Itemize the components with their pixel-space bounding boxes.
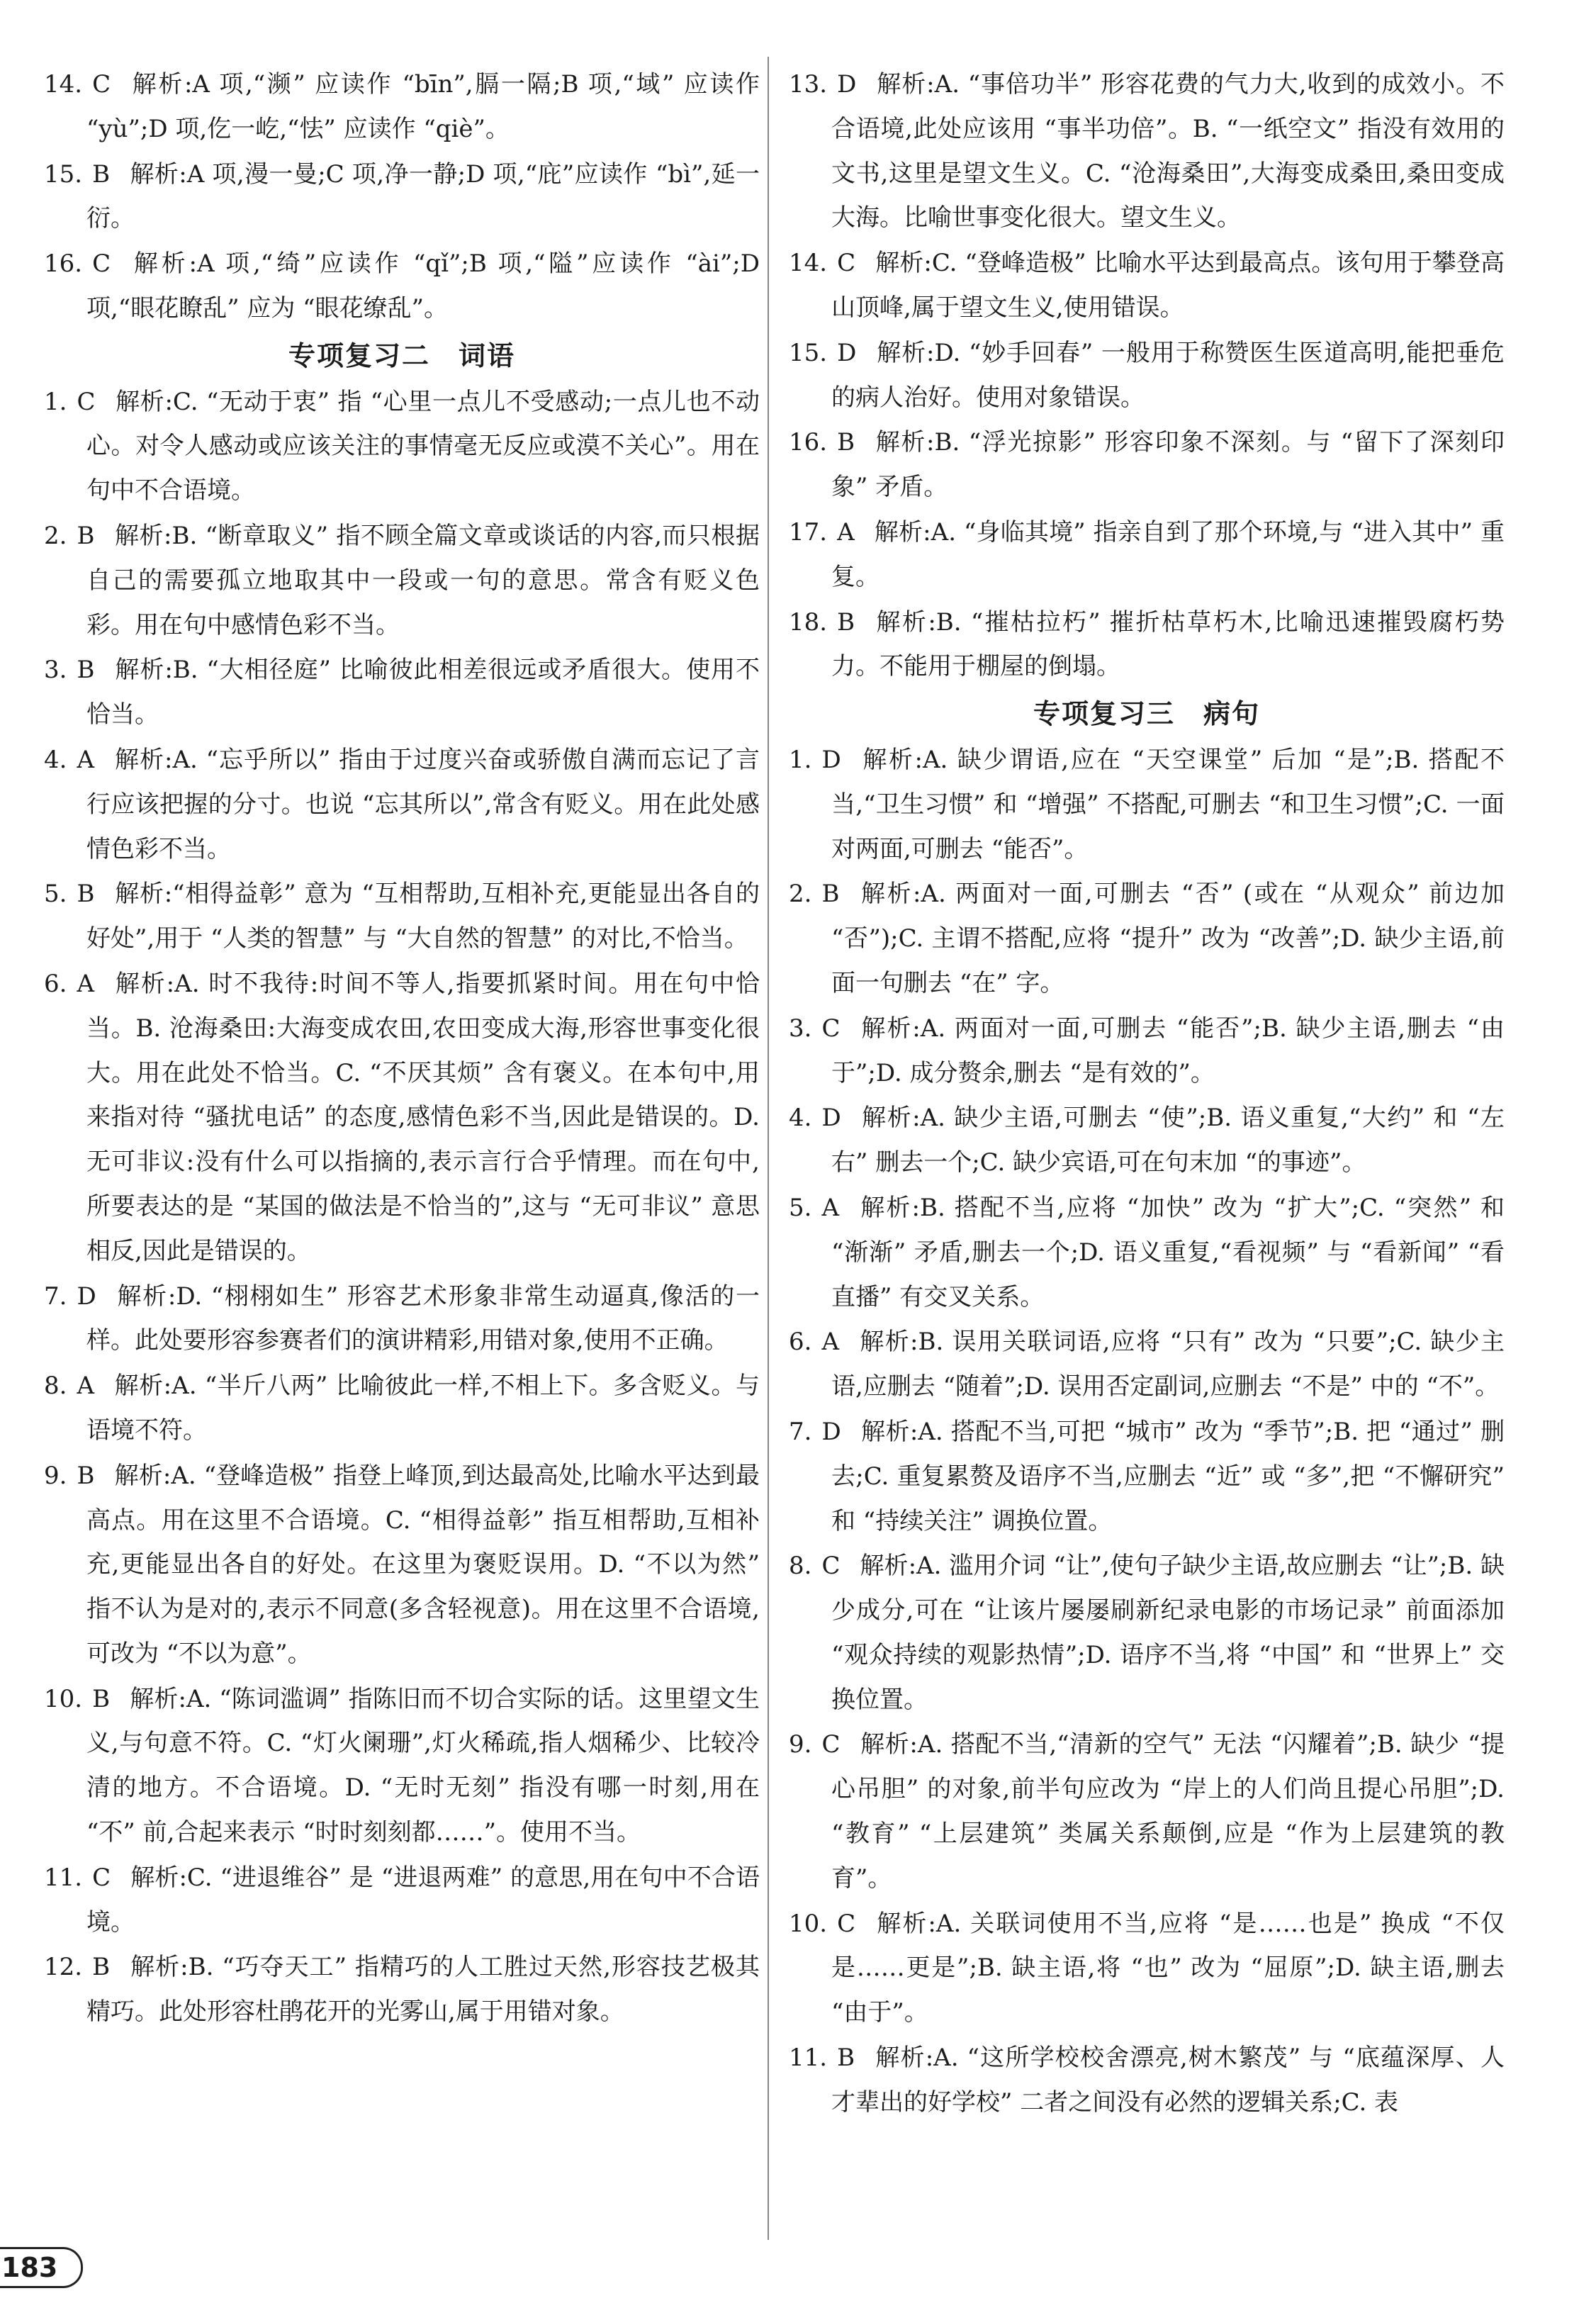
answer-item — [44, 1856, 760, 1945]
answer-item — [789, 600, 1505, 690]
answer-item — [789, 1722, 1505, 1900]
answer-item — [44, 242, 760, 331]
item-number: 9. — [44, 1461, 67, 1490]
item-number: 9. — [789, 1730, 812, 1759]
analysis-text: C. “无动于衷” 指 “心里一点儿不受感动;一点儿也不动心。对令人感动或应该关注的事情毫无反应或漠不关心”。用在句中不合语境。 — [86, 387, 760, 505]
answer-letter: D — [837, 70, 857, 99]
item-number: 1. — [789, 745, 812, 774]
analysis-text: A. “半斤八两” 比喻彼此一样,不相上下。多含贬义。与语境不符。 — [86, 1372, 760, 1445]
answer-letter: D — [77, 1282, 96, 1311]
analysis-label: 解析: — [130, 1953, 189, 1982]
item-number: 5. — [44, 880, 67, 909]
analysis-label: 解析: — [114, 521, 172, 550]
item-number: 3. — [44, 656, 67, 685]
analysis-label: 解析: — [875, 2044, 934, 2073]
answer-item — [44, 1454, 760, 1676]
answer-letter: A — [837, 517, 855, 547]
analysis-text: A. “忘乎所以” 指由于过度兴奋或骄傲自满而忘记了言行应该把握的分寸。也说 “忘其所以”,常含有贬义。用在此处感情色彩不当。 — [86, 745, 760, 863]
answer-letter: B — [92, 1684, 111, 1713]
answer-letter: D — [821, 1104, 841, 1133]
answer-item — [789, 420, 1505, 510]
analysis-label: 解析: — [874, 517, 931, 547]
analysis-label: 解析: — [860, 1552, 917, 1581]
answer-item — [44, 1274, 760, 1364]
analysis-label: 解析: — [114, 969, 175, 998]
analysis-label: 解析: — [130, 159, 187, 189]
item-number: 18. — [789, 607, 828, 637]
analysis-text: A. 搭配不当,可把 “城市” 改为 “季节”;B. 把 “通过” 删去;C. 重复累赘及语序不当,应删去 “近” 或 “多”,把 “不懈研究” 和 “持续关注” 调换位置。 — [831, 1417, 1505, 1535]
answer-item — [789, 510, 1505, 600]
item-number: 14. — [44, 70, 83, 99]
item-number: 13. — [789, 70, 828, 99]
analysis-label: 解析: — [859, 1193, 920, 1222]
answer-letter: A — [77, 969, 95, 998]
answer-item — [44, 514, 760, 647]
answer-letter: B — [837, 428, 855, 457]
analysis-label: 解析: — [876, 70, 935, 99]
item-number: 4. — [44, 745, 67, 774]
answer-letter: A — [77, 745, 95, 774]
answer-item — [44, 62, 760, 152]
analysis-label: 解析: — [875, 249, 932, 278]
answer-letter: B — [837, 607, 855, 637]
answer-letter: A — [821, 1328, 840, 1357]
answer-item — [44, 872, 760, 961]
analysis-text: A. 搭配不当,“清新的空气” 无法 “闪耀着”;B. 缺少 “提心吊胆” 的对象,前半句应改为 “岸上的人们尚且提心吊胆”;D. “教育” “上层建筑” 类属关系颠倒,应是 “作为上层建筑的教育”。 — [831, 1730, 1505, 1893]
item-number: 4. — [789, 1104, 812, 1133]
analysis-text: A. “登峰造极” 指登上峰顶,到达最高处,比喻水平达到最高点。用在这里不合语境。C. “相得益彰” 指互相帮助,互相补充,更能显出各自的好处。在这里为褒贬误用。D. “不以为然” 指不认为是对的,表示不同意(多含轻视意)。用在这里不合语境,可改为 “不以为意”。 — [86, 1461, 760, 1668]
analysis-label: 解析: — [114, 1461, 172, 1490]
analysis-text: “相得益彰” 意为 “互相帮助,互相补充,更能显出各自的好处”,用于 “人类的智慧” 与 “大自然的智慧” 的对比,不恰当。 — [86, 880, 760, 953]
analysis-label: 解析: — [875, 607, 936, 637]
item-number: 7. — [789, 1417, 812, 1446]
analysis-text: D. “妙手回春” 一般用于称赞医生医道高明,能把垂危的病人治好。使用对象错误。 — [831, 338, 1505, 412]
analysis-text: A. 滥用介词 “让”,使句子缺少主语,故应删去 “让”;B. 缺少成分,可在 “让该片屡屡刷新纪录电影的市场记录” 前面添加 “观众持续的观影热情”;D. 语序不当,将 “中国” 和 “世界上” 交换位置。 — [831, 1552, 1505, 1714]
analysis-text: A. 两面对一面,可删去 “否” (或在 “从观众” 前边加 “否”);C. 主谓不搭配,应将 “提升” 改为 “改善”;D. 缺少主语,前面一句删去 “在” 字。 — [831, 880, 1505, 997]
analysis-label: 解析: — [875, 1909, 936, 1938]
item-number: 12. — [44, 1953, 83, 1982]
item-number: 2. — [44, 521, 67, 550]
analysis-text: D. “栩栩如生” 形容艺术形象非常生动逼真,像活的一样。此处要形容参赛者们的演讲精彩,用错对象,使用不正确。 — [86, 1282, 760, 1355]
answer-letter: B — [77, 880, 95, 909]
item-number: 10. — [789, 1909, 828, 1938]
answer-item — [789, 1410, 1505, 1543]
page-number: 183 — [0, 2247, 83, 2288]
analysis-label: 解析: — [876, 338, 935, 367]
item-number: 1. — [44, 387, 67, 416]
analysis-text: B. “大相径庭” 比喻彼此相差很远或矛盾很大。使用不恰当。 — [86, 656, 760, 729]
analysis-text: B. “断章取义” 指不顾全篇文章或谈话的内容,而只根据自己的需要孤立地取其中一段或一句的意思。常含有贬义色彩。用在句中感情色彩不当。 — [86, 521, 760, 639]
analysis-label: 解析: — [116, 1282, 176, 1311]
analysis-text: B. “浮光掠影” 形容印象不深刻。与 “留下了深刻印象” 矛盾。 — [831, 428, 1505, 502]
answer-item — [789, 872, 1505, 1005]
analysis-text: A 项,“绮”应读作 “qǐ”;B 项,“隘”应读作 “ài”;D 项,“眼花瞭乱” 应为 “眼花缭乱”。 — [86, 250, 760, 323]
analysis-label: 解析: — [859, 1328, 918, 1357]
analysis-label: 解析: — [875, 428, 935, 457]
answer-item — [44, 962, 760, 1274]
analysis-text: C. “登峰造极” 比喻水平达到最高点。该句用于攀登高山顶峰,属于望文生义,使用错误。 — [831, 249, 1505, 322]
answer-item — [789, 62, 1505, 240]
item-number: 8. — [44, 1372, 67, 1401]
analysis-text: B. “巧夺天工” 指精巧的人工胜过天然,形容技艺极其精巧。此处形容杜鹃花开的光雾山,属于用错对象。 — [86, 1953, 760, 2027]
item-number: 6. — [44, 969, 67, 998]
analysis-text: A. 缺少主语,可删去 “使”;B. 语义重复,“大约” 和 “左右” 删去一个;C. 缺少宾语,可在句末加 “的事迹”。 — [831, 1104, 1505, 1177]
analysis-text: C. “进退维谷” 是 “进退两难” 的意思,用在句中不合语境。 — [86, 1863, 760, 1937]
item-number: 5. — [789, 1193, 812, 1222]
answer-item — [789, 738, 1505, 871]
answer-letter: C — [837, 1909, 856, 1938]
item-number: 16. — [789, 428, 828, 457]
answer-letter: A — [77, 1372, 95, 1401]
answer-item — [789, 2036, 1505, 2125]
analysis-label: 解析: — [860, 745, 923, 774]
answer-item — [44, 1945, 760, 2034]
item-number: 17. — [789, 517, 828, 547]
analysis-label: 解析: — [130, 1863, 187, 1892]
answer-item — [789, 1544, 1505, 1722]
right-column — [789, 62, 1505, 2126]
analysis-label: 解析: — [114, 656, 173, 685]
section-heading: 专项复习三 病句 — [1033, 698, 1260, 730]
answer-letter: B — [821, 880, 840, 909]
item-number: 16. — [44, 250, 83, 279]
analysis-label: 解析: — [860, 1014, 921, 1043]
item-number: 15. — [789, 338, 828, 367]
item-number: 7. — [44, 1282, 67, 1311]
item-number: 6. — [789, 1328, 812, 1357]
analysis-text: A. “这所学校校舍漂亮,树木繁茂” 与 “底蕴深厚、人才辈出的好学校” 二者之间没有必然的逻辑关系;C. 表 — [831, 2044, 1505, 2117]
answer-letter: B — [837, 2044, 855, 2073]
analysis-text: B. 搭配不当,应将 “加快” 改为 “扩大”;C. “突然” 和 “渐渐” 矛盾,删去一个;D. 语义重复,“看视频” 与 “看新闻” “看直播” 有交叉关系。 — [831, 1193, 1505, 1311]
answer-letter: C — [92, 70, 111, 99]
analysis-text: B. “摧枯拉朽” 摧折枯草朽木,比喻迅速摧毁腐朽势力。不能用于棚屋的倒塌。 — [831, 607, 1505, 681]
section-heading: 专项复习二 词语 — [288, 340, 515, 371]
analysis-text: A. 缺少谓语,应在 “天空课堂” 后加 “是”;B. 搭配不当,“卫生习惯” 和 “增强” 不搭配,可删去 “和卫生习惯”;C. 一面对两面,可删去 “能否”。 — [831, 745, 1505, 863]
answer-item — [789, 331, 1505, 420]
analysis-text: A 项,漫一曼;C 项,净一静;D 项,“庇”应读作 “bì”,延一衍。 — [86, 159, 760, 233]
answer-letter: C — [837, 249, 856, 278]
answer-letter: B — [77, 1461, 95, 1490]
answer-letter: D — [821, 1417, 841, 1446]
answer-letter: A — [821, 1193, 840, 1222]
item-number: 2. — [789, 880, 812, 909]
answer-item — [44, 648, 760, 737]
answer-letter: C — [92, 250, 111, 279]
analysis-label: 解析: — [130, 70, 193, 99]
answer-letter: B — [92, 159, 111, 189]
analysis-label: 解析: — [860, 1730, 918, 1759]
answer-letter: B — [92, 1953, 111, 1982]
answer-item — [44, 1364, 760, 1453]
answer-item — [789, 241, 1505, 330]
answer-letter: D — [821, 745, 841, 774]
answer-letter: C — [821, 1014, 841, 1043]
answer-item — [789, 1007, 1505, 1096]
answer-item — [44, 738, 760, 871]
answer-letter: B — [77, 521, 95, 550]
item-number: 14. — [789, 249, 828, 278]
answer-item — [44, 152, 760, 242]
analysis-label: 解析: — [860, 1104, 921, 1133]
item-number: 15. — [44, 159, 83, 189]
answer-letter: D — [837, 338, 857, 367]
analysis-text: A. 时不我待:时间不等人,指要抓紧时间。用在句中恰当。B. 沧海桑田:大海变成农田,农田变成大海,形容世事变化很大。用在此处不恰当。C. “不厌其烦” 含有褒义。在本句中,用来指对待 “骚扰电话” 的态度,感情色彩不当,因此是错误的。D. 无可非议:没有什么可以指摘的,表示言行合乎情理。而在句中,所要表达的是 “某国的做法是不恰当的”,这与 “无可非议” 意思相反,因此是错误的。 — [86, 969, 760, 1265]
answer-item — [44, 380, 760, 513]
analysis-label: 解析: — [130, 1684, 186, 1713]
analysis-text: A. “陈词滥调” 指陈旧而不切合实际的话。这里望文生义,与句意不符。C. “灯火阑珊”,灯火稀疏,指人烟稀少、比较冷清的地方。不合语境。D. “无时无刻” 指没有哪一时刻,用在 “不” 前,合起来表示 “时时刻刻都……”。使用不当。 — [86, 1684, 760, 1847]
answer-letter: C — [77, 387, 96, 416]
analysis-label: 解析: — [114, 880, 173, 909]
answer-letter: C — [92, 1863, 111, 1892]
analysis-text: A. “身临其境” 指亲自到了那个环境,与 “进入其中” 重复。 — [831, 517, 1505, 591]
answer-item — [789, 1096, 1505, 1185]
item-number: 11. — [44, 1863, 83, 1892]
analysis-text: B. 误用关联词语,应将 “只有” 改为 “只要”;C. 缺少主语,应删去 “随着”;D. 误用否定副词,应删去 “不是” 中的 “不”。 — [831, 1328, 1505, 1401]
analysis-label: 解析: — [859, 880, 921, 909]
analysis-text: A. 两面对一面,可删去 “能否”;B. 缺少主语,删去 “由于”;D. 成分赘余,删去 “是有效的”。 — [831, 1014, 1505, 1087]
left-column — [44, 62, 760, 2035]
answer-item — [789, 1186, 1505, 1319]
analysis-text: A. 关联词使用不当,应将 “是……也是” 换成 “不仅是……更是”;B. 缺主语,将 “也” 改为 “屈原”;D. 缺主语,删去 “由于”。 — [831, 1909, 1505, 2027]
analysis-label: 解析: — [860, 1417, 918, 1446]
answer-letter: B — [77, 656, 95, 685]
analysis-text: A. “事倍功半” 形容花费的气力大,收到的成效小。不合语境,此处应该用 “事半功倍”。B. “一纸空文” 指没有效用的文书,这里是望文生义。C. “沧海桑田”,大海变成桑田,桑田变成大海。比喻世事变化很大。望文生义。 — [831, 70, 1505, 232]
analysis-text: A 项,“濒” 应读作 “bīn”,膈一隔;B 项,“域” 应读作 “yù”;D 项,仡一屹,“怯” 应读作 “qiè”。 — [86, 70, 760, 143]
item-number: 3. — [789, 1014, 812, 1043]
answer-item — [44, 1677, 760, 1855]
answer-letter: C — [821, 1730, 841, 1759]
analysis-label: 解析: — [115, 387, 173, 416]
answer-item — [789, 1902, 1505, 2035]
analysis-label: 解析: — [130, 250, 197, 279]
item-number: 8. — [789, 1552, 812, 1581]
column-divider — [768, 57, 769, 2240]
item-number: 11. — [789, 2044, 828, 2073]
analysis-label: 解析: — [114, 745, 173, 774]
analysis-label: 解析: — [114, 1372, 172, 1401]
answer-letter: C — [821, 1552, 841, 1581]
item-number: 10. — [44, 1684, 83, 1713]
answer-item — [789, 1320, 1505, 1409]
